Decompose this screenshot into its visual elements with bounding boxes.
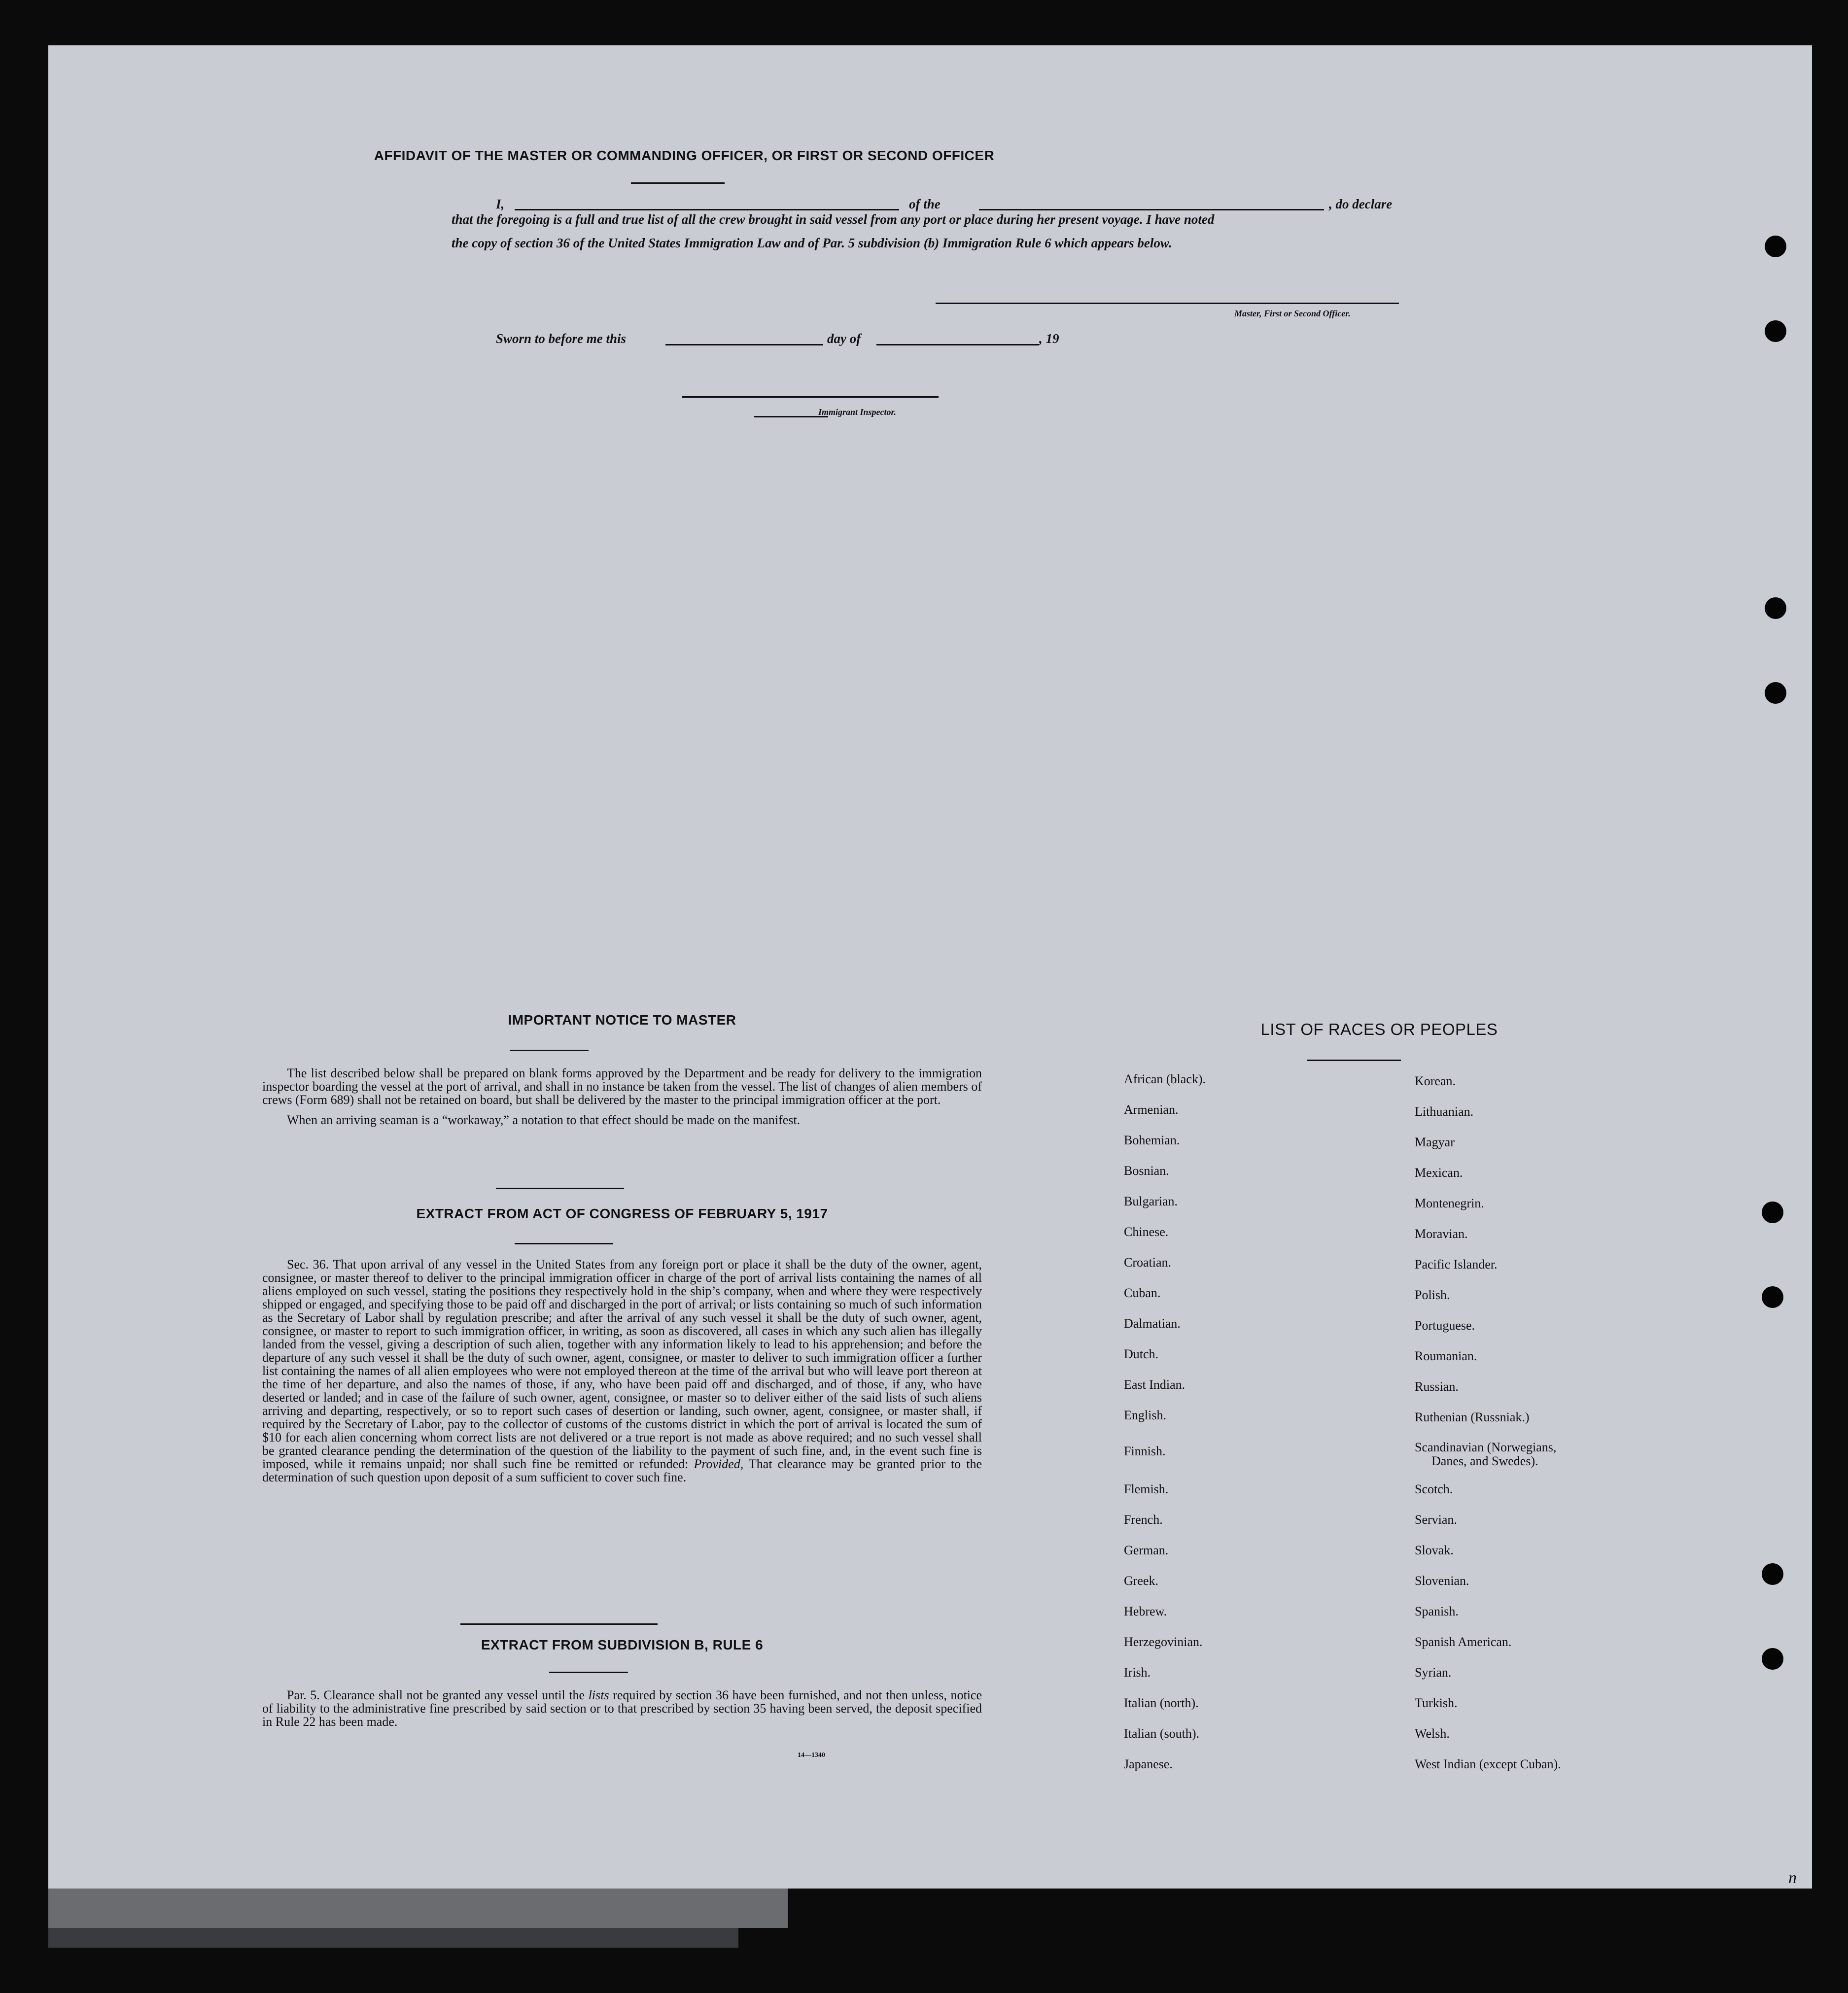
extract-act-body [262,1258,982,1484]
underlying-page-shadow [48,1928,738,1948]
race-item: Roumanian. [1415,1349,1477,1363]
race-item: Korean. [1415,1074,1456,1088]
underlying-page-edge [48,1889,788,1928]
race-item: African (black). [1124,1072,1206,1086]
race-item: Armenian. [1124,1102,1179,1117]
extract-act-title: EXTRACT FROM ACT OF CONGRESS OF FEBRUARY 5, 1917 [416,1206,828,1221]
rule-text-start: Par. 5. Clearance shall not be granted any vessel until the [287,1688,585,1702]
notice-title: IMPORTANT NOTICE TO MASTER [508,1012,736,1028]
race-item: German. [1124,1543,1169,1557]
inspector-lead-line [754,416,828,417]
race-item: Magyar [1415,1135,1455,1149]
race-item: French. [1124,1512,1163,1527]
sworn-mid: day of [827,331,861,346]
notice-body [262,1066,982,1134]
sworn-month-blank[interactable] [876,344,1039,345]
race-item: Italian (north). [1124,1696,1199,1710]
race-item: Spanish. [1415,1604,1459,1618]
notice-paragraph-2: When an arriving seaman is a “workaway,” a notation to that effect should be made on the manifest. [287,1113,801,1127]
affidavit-line1-end: , do declare [1329,197,1393,211]
race-item: West Indian (except Cuban). [1415,1757,1561,1771]
race-item: Slovenian. [1415,1574,1469,1588]
race-item: Danes, and Swedes). [1431,1454,1538,1468]
race-item: Bulgarian. [1124,1194,1178,1208]
form-page [48,45,1812,1889]
extract-act-divider [515,1243,613,1244]
race-item: Dalmatian. [1124,1316,1181,1331]
punch-hole [1765,597,1786,619]
race-item: Japanese. [1124,1757,1173,1771]
race-item: Finnish. [1124,1444,1166,1458]
race-item: Italian (south). [1124,1726,1200,1741]
affidavit-line3: the copy of section 36 of the United States Immigration Law and of Par. 5 subdivision (b) Immigration Rule 6 which appears below. [452,236,1172,250]
punch-hole [1765,682,1786,704]
race-item: Hebrew. [1124,1604,1167,1618]
race-item: Dutch. [1124,1347,1159,1361]
form-number: 14—1340 [798,1752,825,1759]
race-item: East Indian. [1124,1377,1186,1392]
corner-mark: n [1788,1869,1797,1887]
race-item: Flemish. [1124,1482,1169,1496]
inspector-label: Immigrant Inspector. [818,407,897,417]
sworn-start: Sworn to before me this [496,331,627,346]
officer-signature-label: Master, First or Second Officer. [1234,309,1351,318]
race-item: Herzegovinian. [1124,1635,1203,1649]
race-item: Lithuanian. [1415,1104,1474,1119]
notice-divider [510,1050,589,1051]
race-item: Russian. [1415,1379,1459,1394]
race-item: Cuban. [1124,1286,1161,1300]
officer-signature-line[interactable] [936,303,1399,304]
race-item: Scotch. [1415,1482,1453,1496]
extract-rule-divider [549,1672,628,1673]
section-text: That upon arrival of any vessel in the United States from any foreign port or place it shall be the duty of the owner, agent, consignee, or master thereof to deliver to the principal immigration officer in charge of the port of arrival lists containing the names of all aliens employed on such vessel, stating the positions they respectively hold in the ship’s company, when and where they were respectively shipped or engaged, and specifying those to be paid off and discharged in the port of arrival; or lists containing so much of such information as the Secretary of Labor shall by regulation prescribe; and after the arrival of any such vessel it shall be the duty of such owner, agent, consignee, or master to report to such immigration officer, in writing, as soon as discovered, all cases in which any such alien has illegally landed from the vessel, giving a description of such alien, together with any information likely to lead to his apprehension; and before the departure of any such vessel it shall be the duty of such owner, agent, consignee, or master to deliver to such immigration officer a further list containing the names of all alien employees who were not employed thereon at the time of the arrival but who will leave port thereon at the time of her departure, and also the names of those, if any, who have been paid off and discharged, and of those, if any, who have deserted or landed; and in case of the failure of such owner, agent, consignee, or master so to deliver either of the said lists of such aliens arriving and departing, respectively, or so to report such cases of desertion or landing, such owner, agent, consignee, or master shall, if required by the Secretary of Labor, pay to the collector of customs of the customs district in which the port of arrival is located the sum of $10 for each alien concerning whom correct lists are not delivered or a true report is not made as above required; and no such vessel shall be granted clearance pending the determination of the question of the liability to the payment of such fine, and, in the event such fine is imposed, while it remains unpaid; nor shall such fine be remitted or refunded: [262,1257,982,1471]
inspector-signature-line[interactable] [682,396,939,398]
notice-paragraph-1: The list described below shall be prepared on blank forms approved by the Department and be ready for delivery to the immigration inspector boarding the vessel at the port of arrival, and shall in no instance be taken from the vessel. The list of changes of alien members of crews (Form 689) shall not be retained on board, but shall be delivered by the master to the principal immigration officer at the port. [262,1066,982,1107]
extract-rule-body [262,1688,982,1728]
extract-act-end-divider [460,1623,658,1625]
provided-word: Provided, [694,1457,744,1471]
race-item: Turkish. [1415,1696,1458,1710]
affidavit-title: AFFIDAVIT OF THE MASTER OR COMMANDING OFFICER, OR FIRST OR SECOND OFFICER [374,148,995,163]
race-item: Chinese. [1124,1225,1169,1239]
sworn-day-blank[interactable] [665,344,823,345]
race-item: Greek. [1124,1574,1159,1588]
rule-text-end: required by section 36 have been furnished, and not then unless, notice of liability to the administrative fine prescribed by said section or to that prescribed by section 35 having been served, the deposit specified in Rule 22 has been made. [262,1688,982,1729]
race-item: Mexican. [1415,1166,1463,1180]
race-item: Pacific Islander. [1415,1257,1498,1271]
race-item: Croatian. [1124,1255,1172,1270]
races-title: LIST OF RACES OR PEOPLES [1260,1020,1498,1038]
race-item: Scandinavian (Norwegians, [1415,1440,1557,1454]
title-divider [631,182,725,184]
races-divider [1307,1060,1401,1061]
race-item: Welsh. [1415,1726,1450,1741]
race-item: Servian. [1415,1512,1457,1527]
race-item: Moravian. [1415,1227,1468,1241]
affidavit-line1-mid: of the [909,197,941,211]
race-item: English. [1124,1408,1166,1422]
race-item: Bohemian. [1124,1133,1180,1147]
race-item: Slovak. [1415,1543,1454,1557]
punch-hole [1762,1202,1783,1223]
punch-hole [1762,1286,1783,1308]
master-name-blank[interactable] [515,209,899,210]
notice-end-divider [496,1188,624,1189]
punch-hole [1765,236,1786,257]
race-item: Bosnian. [1124,1164,1169,1178]
race-item: Spanish American. [1415,1635,1512,1649]
affidavit-line2: that the foregoing is a full and true list of all the crew brought in said vessel from any port or place during her present voyage. I have noted [452,212,1215,227]
punch-hole [1765,320,1786,342]
extract-rule-title: EXTRACT FROM SUBDIVISION B, RULE 6 [481,1637,764,1652]
punch-hole [1762,1563,1783,1585]
race-item: Syrian. [1415,1665,1452,1680]
punch-hole [1762,1648,1783,1670]
affidavit-line1-start: I, [496,197,505,211]
vessel-name-blank[interactable] [979,209,1324,210]
sworn-end: , 19 [1039,331,1059,346]
race-item: Polish. [1415,1288,1450,1302]
race-item: Irish. [1124,1665,1151,1680]
race-item: Ruthenian (Russniak.) [1415,1410,1530,1424]
race-item: Portuguese. [1415,1318,1475,1333]
section-text-end: That clearance may be granted prior to the determination of such question upon deposit of a sum sufficient to cover such fine. [262,1457,982,1484]
section-label: Sec. 36. [287,1257,329,1271]
race-item: Montenegrin. [1415,1196,1484,1210]
lists-word: lists [588,1688,609,1702]
